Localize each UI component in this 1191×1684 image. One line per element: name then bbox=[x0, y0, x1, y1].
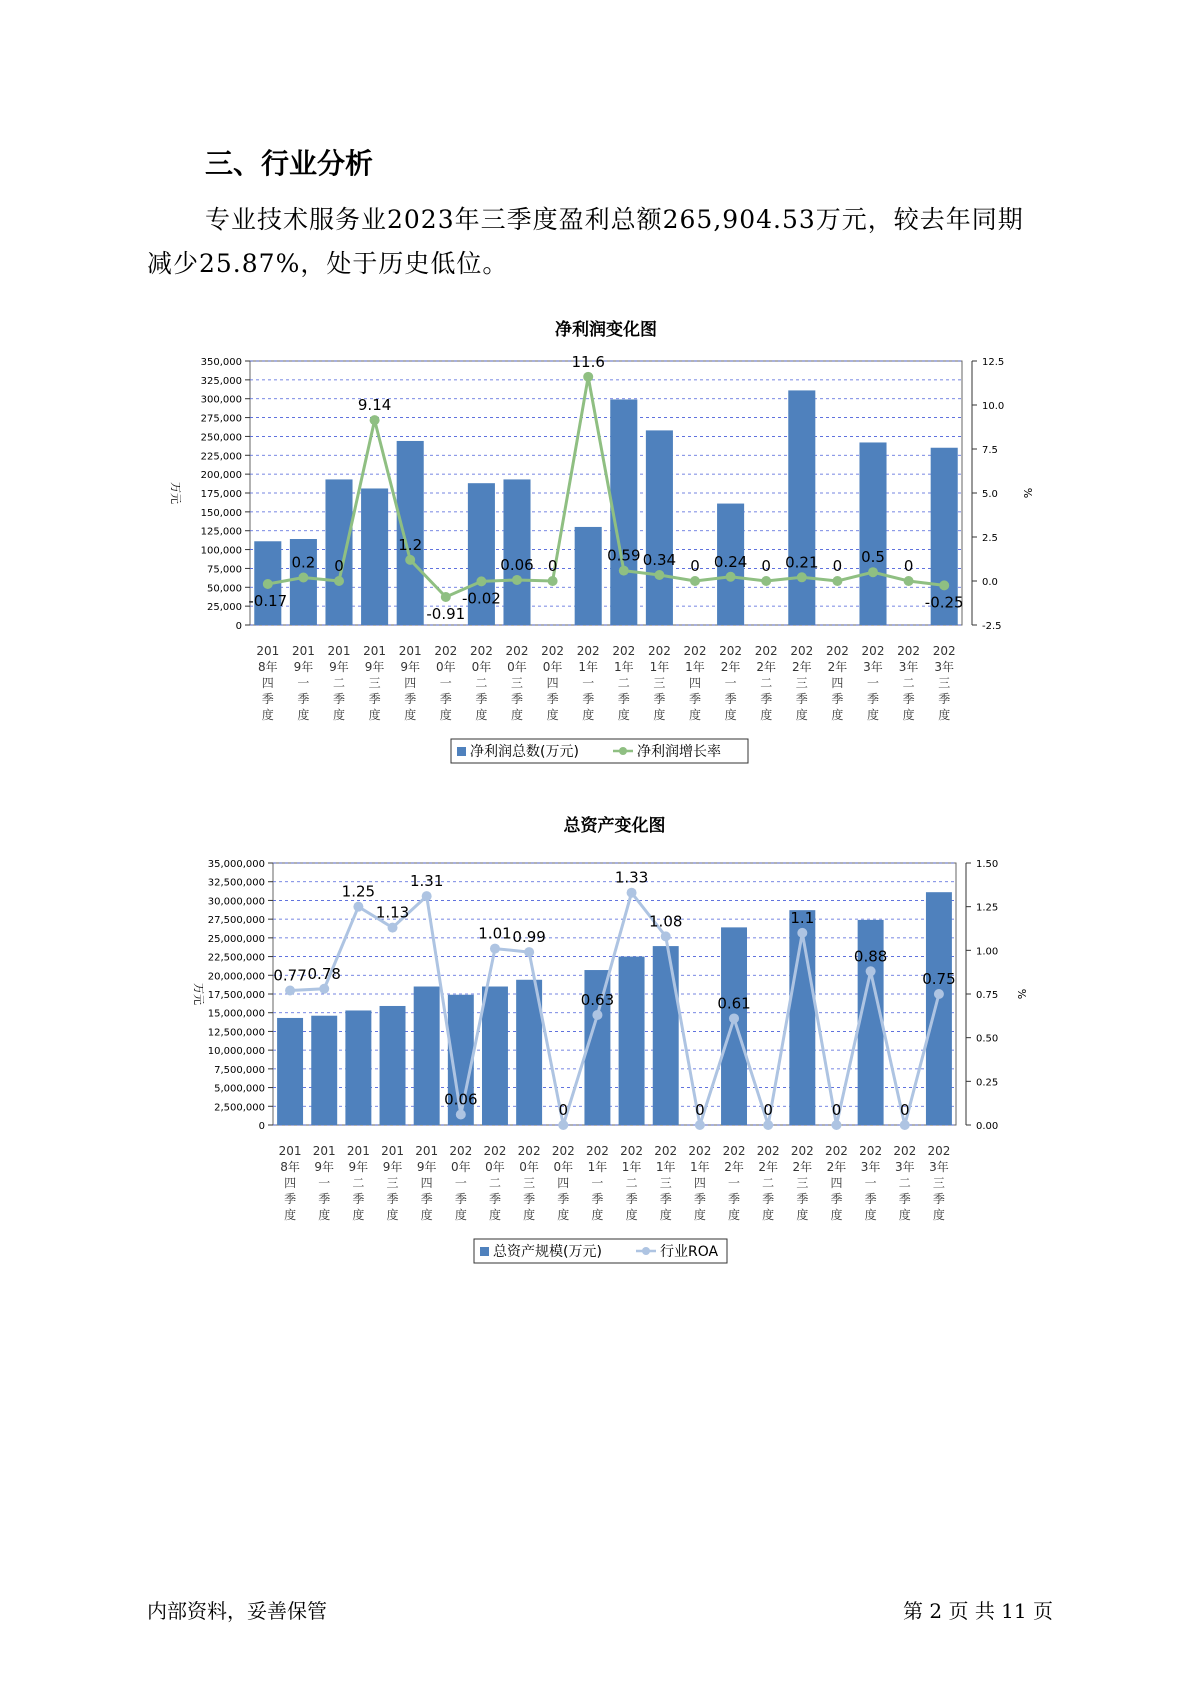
left-axis-tick-label: 30,000,000 bbox=[207, 896, 265, 908]
category-label: 202 2年一季度 bbox=[722, 1144, 746, 1222]
bar bbox=[859, 442, 886, 625]
section-heading: 三、行业分析 bbox=[205, 147, 374, 180]
legend-line-marker bbox=[619, 747, 627, 755]
data-label: 1.31 bbox=[409, 872, 444, 891]
series-point bbox=[939, 580, 949, 590]
left-axis-tick-label: 175,000 bbox=[200, 489, 242, 500]
bar bbox=[789, 910, 815, 1125]
category-label: 202 1年四季度 bbox=[683, 644, 707, 722]
category-label: 202 0年四季度 bbox=[541, 644, 565, 722]
left-axis-tick-label: 2,500,000 bbox=[214, 1102, 265, 1114]
legend-line-label: 净利润增长率 bbox=[637, 744, 721, 760]
legend-bar-swatch bbox=[457, 747, 466, 756]
category-label: 202 1年一季度 bbox=[576, 644, 600, 722]
category-label: 202 1年三季度 bbox=[647, 644, 671, 722]
right-axis-tick-label: 0.25 bbox=[976, 1077, 999, 1089]
category-label: 202 2年二季度 bbox=[754, 644, 778, 722]
right-axis-tick-label: 0.00 bbox=[976, 1121, 999, 1132]
category-label: 202 3年一季度 bbox=[859, 1144, 883, 1222]
data-label: 0.88 bbox=[853, 947, 888, 966]
data-label: 0.34 bbox=[642, 551, 677, 570]
series-point bbox=[476, 576, 486, 586]
left-axis-tick-label: 0 bbox=[235, 621, 242, 632]
left-axis-tick-label: 350,000 bbox=[200, 357, 242, 368]
series-point bbox=[285, 986, 295, 996]
series-point bbox=[761, 576, 771, 586]
category-label: 202 0年三季度 bbox=[517, 1144, 541, 1222]
data-label: 1.01 bbox=[478, 924, 512, 943]
data-label: 0 bbox=[831, 1101, 842, 1119]
category-label: 201 9年三季度 bbox=[381, 1144, 404, 1222]
category-label: 202 3年三季度 bbox=[932, 644, 956, 722]
left-axis-tick-label: 75,000 bbox=[207, 564, 242, 576]
left-axis-tick-label: 250,000 bbox=[200, 432, 242, 444]
series-point bbox=[832, 576, 842, 586]
data-label: -0.91 bbox=[426, 605, 466, 624]
series-point bbox=[370, 415, 380, 425]
right-axis-tick-label: 0.0 bbox=[982, 577, 998, 588]
left-axis-tick-label: 22,500,000 bbox=[207, 952, 265, 964]
data-label: 0 bbox=[690, 557, 700, 575]
series-point bbox=[831, 1120, 841, 1130]
series-point bbox=[583, 372, 593, 382]
data-label: 0.59 bbox=[607, 546, 641, 565]
footer-confidential-note: 内部资料，妥善保管 bbox=[147, 1599, 327, 1623]
series-point bbox=[763, 1120, 773, 1130]
left-axis-tick-label: 12,500,000 bbox=[207, 1027, 265, 1039]
series-point bbox=[405, 555, 415, 565]
category-label: 202 0年二季度 bbox=[483, 1144, 507, 1222]
category-label: 202 1年一季度 bbox=[585, 1144, 609, 1222]
category-label: 201 9年四季度 bbox=[415, 1144, 439, 1222]
data-label: 0 bbox=[334, 557, 344, 575]
category-label: 202 0年一季度 bbox=[449, 1144, 473, 1222]
legend-bar-swatch bbox=[480, 1247, 489, 1256]
data-label: 1.33 bbox=[614, 868, 649, 887]
right-axis-title: % bbox=[1021, 487, 1034, 499]
chart-title: 净利润变化图 bbox=[555, 320, 657, 340]
right-axis-tick-label: 10.0 bbox=[982, 401, 1005, 412]
series-point bbox=[797, 928, 807, 938]
right-axis-tick-label: 1.25 bbox=[976, 902, 999, 914]
series-point bbox=[558, 1120, 568, 1130]
footer-page-number: 第 2 页 共 11 页 bbox=[903, 1599, 1053, 1623]
data-label: -0.17 bbox=[248, 591, 288, 610]
data-label: 0.77 bbox=[273, 966, 307, 985]
data-label: 1.25 bbox=[341, 882, 376, 901]
category-label: 202 2年四季度 bbox=[825, 644, 849, 722]
left-axis-tick-label: 50,000 bbox=[207, 583, 242, 595]
section-paragraph: 专业技术服务业2023年三季度盈利总额265,904.53万元，较去年同期减少25.87%，处于历史低位。 bbox=[147, 205, 1024, 278]
series-point bbox=[441, 592, 451, 602]
category-label: 201 9年二季度 bbox=[327, 644, 351, 722]
left-axis-tick-label: 15,000,000 bbox=[207, 1008, 265, 1020]
category-label: 202 1年二季度 bbox=[620, 1144, 644, 1222]
left-axis-tick-label: 150,000 bbox=[200, 507, 242, 519]
data-label: 0 bbox=[763, 1101, 773, 1119]
series-point bbox=[298, 572, 308, 582]
bar bbox=[503, 479, 530, 625]
category-label: 202 3年二季度 bbox=[893, 1144, 917, 1222]
series-point bbox=[900, 1120, 910, 1130]
category-label: 202 0年二季度 bbox=[469, 644, 493, 722]
category-label: 202 0年三季度 bbox=[505, 644, 529, 722]
left-axis-tick-label: 20,000,000 bbox=[207, 971, 265, 983]
category-label: 201 9年二季度 bbox=[346, 1144, 370, 1222]
data-label: -0.02 bbox=[461, 589, 501, 608]
category-label: 201 9年一季度 bbox=[291, 644, 315, 722]
data-label: 0 bbox=[558, 1101, 569, 1119]
left-axis-tick-label: 5,000,000 bbox=[214, 1083, 265, 1095]
left-axis-tick-label: 225,000 bbox=[200, 451, 242, 463]
bar bbox=[646, 430, 673, 625]
left-axis-title: 万元 bbox=[192, 983, 205, 1005]
bar bbox=[277, 1018, 303, 1125]
left-axis-tick-label: 200,000 bbox=[200, 470, 242, 482]
series-point bbox=[422, 891, 432, 901]
series-point bbox=[729, 1013, 739, 1023]
data-label: 0 bbox=[695, 1101, 705, 1119]
series-point bbox=[524, 947, 534, 957]
bar bbox=[397, 441, 424, 625]
data-label: 0.06 bbox=[500, 555, 534, 574]
category-label: 201 9年四季度 bbox=[398, 644, 422, 722]
bar bbox=[926, 892, 952, 1125]
category-label: 202 3年二季度 bbox=[897, 644, 921, 722]
data-label: 1.1 bbox=[790, 908, 815, 927]
right-axis-tick-label: 12.5 bbox=[982, 357, 1005, 368]
category-label: 201 9年一季度 bbox=[312, 1144, 336, 1222]
category-label: 201 9年三季度 bbox=[363, 644, 387, 722]
bar bbox=[788, 390, 815, 625]
bar bbox=[414, 987, 440, 1125]
series-point bbox=[904, 576, 914, 586]
data-label: 0 bbox=[900, 1101, 910, 1119]
data-label: 0.78 bbox=[307, 964, 341, 983]
category-label: 202 2年二季度 bbox=[756, 1144, 780, 1222]
series-point bbox=[726, 572, 736, 582]
data-label: 1.13 bbox=[375, 903, 410, 922]
category-label: 202 3年一季度 bbox=[861, 644, 885, 722]
right-axis-tick-label: 1.00 bbox=[976, 946, 999, 958]
bar bbox=[380, 1006, 406, 1125]
left-axis-tick-label: 325,000 bbox=[200, 375, 242, 387]
series-point bbox=[690, 576, 700, 586]
data-label: 1.08 bbox=[649, 912, 683, 931]
data-label: 0.24 bbox=[713, 552, 748, 571]
series-point bbox=[548, 576, 558, 586]
left-axis-tick-label: 125,000 bbox=[200, 526, 242, 538]
data-label: 0.5 bbox=[861, 548, 885, 567]
bar bbox=[361, 488, 388, 625]
category-label: 202 2年一季度 bbox=[719, 644, 743, 722]
category-label: 202 2年三季度 bbox=[790, 1144, 814, 1222]
series-point bbox=[512, 575, 522, 585]
bar bbox=[619, 957, 645, 1125]
left-axis-tick-label: 25,000 bbox=[207, 602, 242, 614]
bar bbox=[311, 1016, 337, 1125]
data-label: 0.06 bbox=[444, 1090, 478, 1109]
category-label: 201 8年四季度 bbox=[278, 1144, 302, 1222]
series-point bbox=[619, 566, 629, 576]
right-axis-tick-label: 1.50 bbox=[976, 859, 999, 870]
legend-bar-label: 净利润总数(万元) bbox=[470, 744, 579, 760]
data-label: 0 bbox=[832, 557, 843, 575]
series-point bbox=[490, 944, 500, 954]
right-axis-tick-label: 7.5 bbox=[982, 445, 998, 456]
data-label: 0.99 bbox=[512, 928, 546, 947]
right-axis-tick-label: -2.5 bbox=[982, 621, 1002, 632]
right-axis-tick-label: 0.75 bbox=[976, 990, 999, 1001]
series-point bbox=[868, 567, 878, 577]
left-axis-tick-label: 32,500,000 bbox=[207, 877, 265, 889]
data-label: 0.63 bbox=[580, 990, 615, 1009]
data-label: 0 bbox=[761, 557, 771, 575]
legend-bar-label: 总资产规模(万元) bbox=[493, 1244, 602, 1260]
series-point bbox=[797, 572, 807, 582]
series-point bbox=[334, 576, 344, 586]
category-label: 202 1年四季度 bbox=[688, 1144, 712, 1222]
net-profit-chart bbox=[0, 312, 1191, 782]
left-axis-title: 万元 bbox=[169, 482, 182, 504]
data-label: 1.2 bbox=[398, 535, 423, 554]
left-axis-tick-label: 17,500,000 bbox=[207, 990, 265, 1001]
right-axis-title: % bbox=[1015, 988, 1028, 1000]
legend bbox=[474, 1239, 727, 1263]
data-label: 0.75 bbox=[922, 970, 956, 988]
series-point bbox=[866, 966, 876, 976]
data-label: 0.21 bbox=[785, 553, 819, 572]
series-point bbox=[695, 1120, 705, 1130]
right-axis-tick-label: 0.50 bbox=[976, 1033, 999, 1045]
category-label: 202 2年三季度 bbox=[790, 644, 814, 722]
category-label: 202 3年三季度 bbox=[927, 1144, 951, 1222]
category-label: 202 0年一季度 bbox=[434, 644, 458, 722]
left-axis-tick-label: 275,000 bbox=[200, 413, 242, 425]
data-label: 0.2 bbox=[291, 553, 316, 572]
data-label: 9.14 bbox=[357, 396, 392, 415]
left-axis-tick-label: 27,500,000 bbox=[207, 915, 265, 927]
series-point bbox=[319, 984, 329, 994]
series-point bbox=[654, 570, 664, 580]
data-label: -0.25 bbox=[924, 593, 964, 612]
total-assets-chart bbox=[0, 808, 1191, 1278]
category-label: 202 0年四季度 bbox=[551, 1144, 575, 1222]
series-point bbox=[661, 931, 671, 941]
left-axis-tick-label: 25,000,000 bbox=[207, 933, 265, 945]
left-axis-tick-label: 35,000,000 bbox=[207, 859, 265, 870]
series-point bbox=[263, 579, 273, 589]
bar bbox=[653, 946, 679, 1125]
legend-line-marker bbox=[642, 1247, 650, 1255]
right-axis-tick-label: 5.0 bbox=[982, 489, 998, 500]
left-axis-tick-label: 300,000 bbox=[200, 394, 242, 406]
right-axis-tick-label: 2.5 bbox=[982, 533, 998, 544]
legend bbox=[451, 739, 748, 763]
data-label: 0 bbox=[547, 557, 558, 575]
series-point bbox=[353, 902, 363, 912]
series-point bbox=[456, 1110, 466, 1120]
left-axis-tick-label: 7,500,000 bbox=[214, 1064, 265, 1076]
data-label: 0 bbox=[903, 557, 914, 575]
series-point bbox=[934, 989, 944, 999]
chart-title: 总资产变化图 bbox=[563, 816, 666, 836]
legend-line-label: 行业ROA bbox=[660, 1244, 719, 1260]
bar bbox=[721, 927, 747, 1125]
category-label: 201 8年四季度 bbox=[256, 644, 280, 722]
category-label: 202 1年三季度 bbox=[654, 1144, 678, 1222]
series-point bbox=[592, 1010, 602, 1020]
series-point bbox=[627, 888, 637, 898]
data-label: 0.61 bbox=[717, 994, 751, 1013]
data-label: 11.6 bbox=[571, 352, 605, 371]
series-point bbox=[388, 923, 398, 933]
left-axis-tick-label: 100,000 bbox=[200, 545, 242, 557]
bar bbox=[345, 1010, 371, 1125]
category-label: 202 1年二季度 bbox=[612, 644, 636, 722]
category-label: 202 2年四季度 bbox=[825, 1144, 848, 1222]
bar bbox=[575, 527, 602, 625]
bar bbox=[325, 479, 352, 625]
bar bbox=[482, 987, 508, 1125]
left-axis-tick-label: 10,000,000 bbox=[207, 1046, 265, 1058]
left-axis-tick-label: 0 bbox=[258, 1121, 265, 1132]
